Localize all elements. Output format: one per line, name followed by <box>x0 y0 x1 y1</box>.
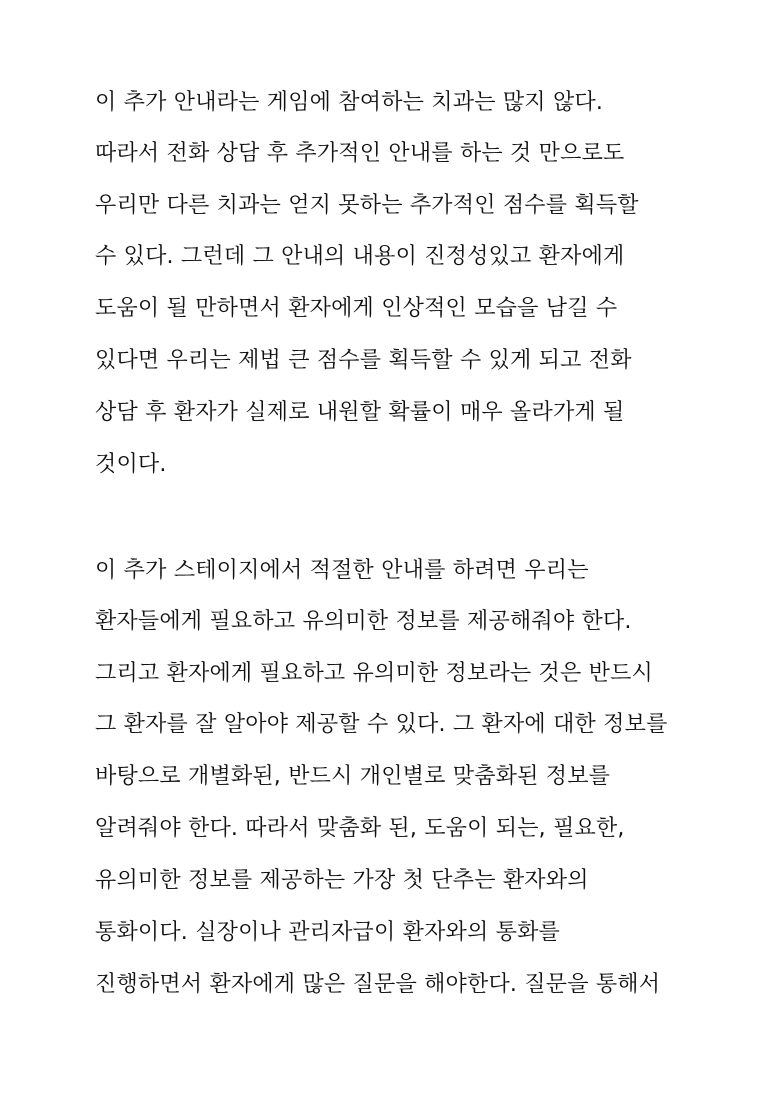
text-line: 이 추가 스테이지에서 적절한 안내를 하려면 우리는 <box>95 558 589 583</box>
text-line: 있다면 우리는 제법 큰 점수를 획득할 수 있게 되고 전화 <box>95 348 632 373</box>
text-line: 통화이다. 실장이나 관리자급이 환자와의 통화를 <box>95 920 561 945</box>
text-line: 상담 후 환자가 실제로 내원할 확률이 매우 올라가게 될 <box>95 400 625 425</box>
text-line: 것이다. <box>95 452 167 477</box>
text-line: 유의미한 정보를 제공하는 가장 첫 단추는 환자와의 <box>95 868 589 893</box>
text-line: 알려줘야 한다. 따라서 맞춤화 된, 도움이 되는, 필요한, <box>95 816 625 841</box>
text-line: 우리만 다른 치과는 얻지 못하는 추가적인 점수를 획득할 <box>95 193 639 218</box>
text-line: 환자들에게 필요하고 유의미한 정보를 제공해줘야 한다. <box>95 609 632 634</box>
text-line: 그 환자를 잘 알아야 제공할 수 있다. 그 환자에 대한 정보를 <box>95 712 668 737</box>
text-line: 수 있다. 그런데 그 안내의 내용이 진정성있고 환자에게 <box>95 244 625 269</box>
text-line: 진행하면서 환자에게 많은 질문을 해야한다. 질문을 통해서 <box>95 972 661 997</box>
text-line: 도움이 될 만하면서 환자에게 인상적인 모습을 남길 수 <box>95 296 618 321</box>
text-line: 그리고 환자에게 필요하고 유의미한 정보라는 것은 반드시 <box>95 661 654 686</box>
text-line: 따라서 전화 상담 후 추가적인 안내를 하는 것 만으로도 <box>95 141 625 166</box>
text-line: 이 추가 안내라는 게임에 참여하는 치과는 많지 않다. <box>95 90 604 115</box>
text-line: 바탕으로 개별화된, 반드시 개인별로 맞춤화된 정보를 <box>95 764 611 789</box>
